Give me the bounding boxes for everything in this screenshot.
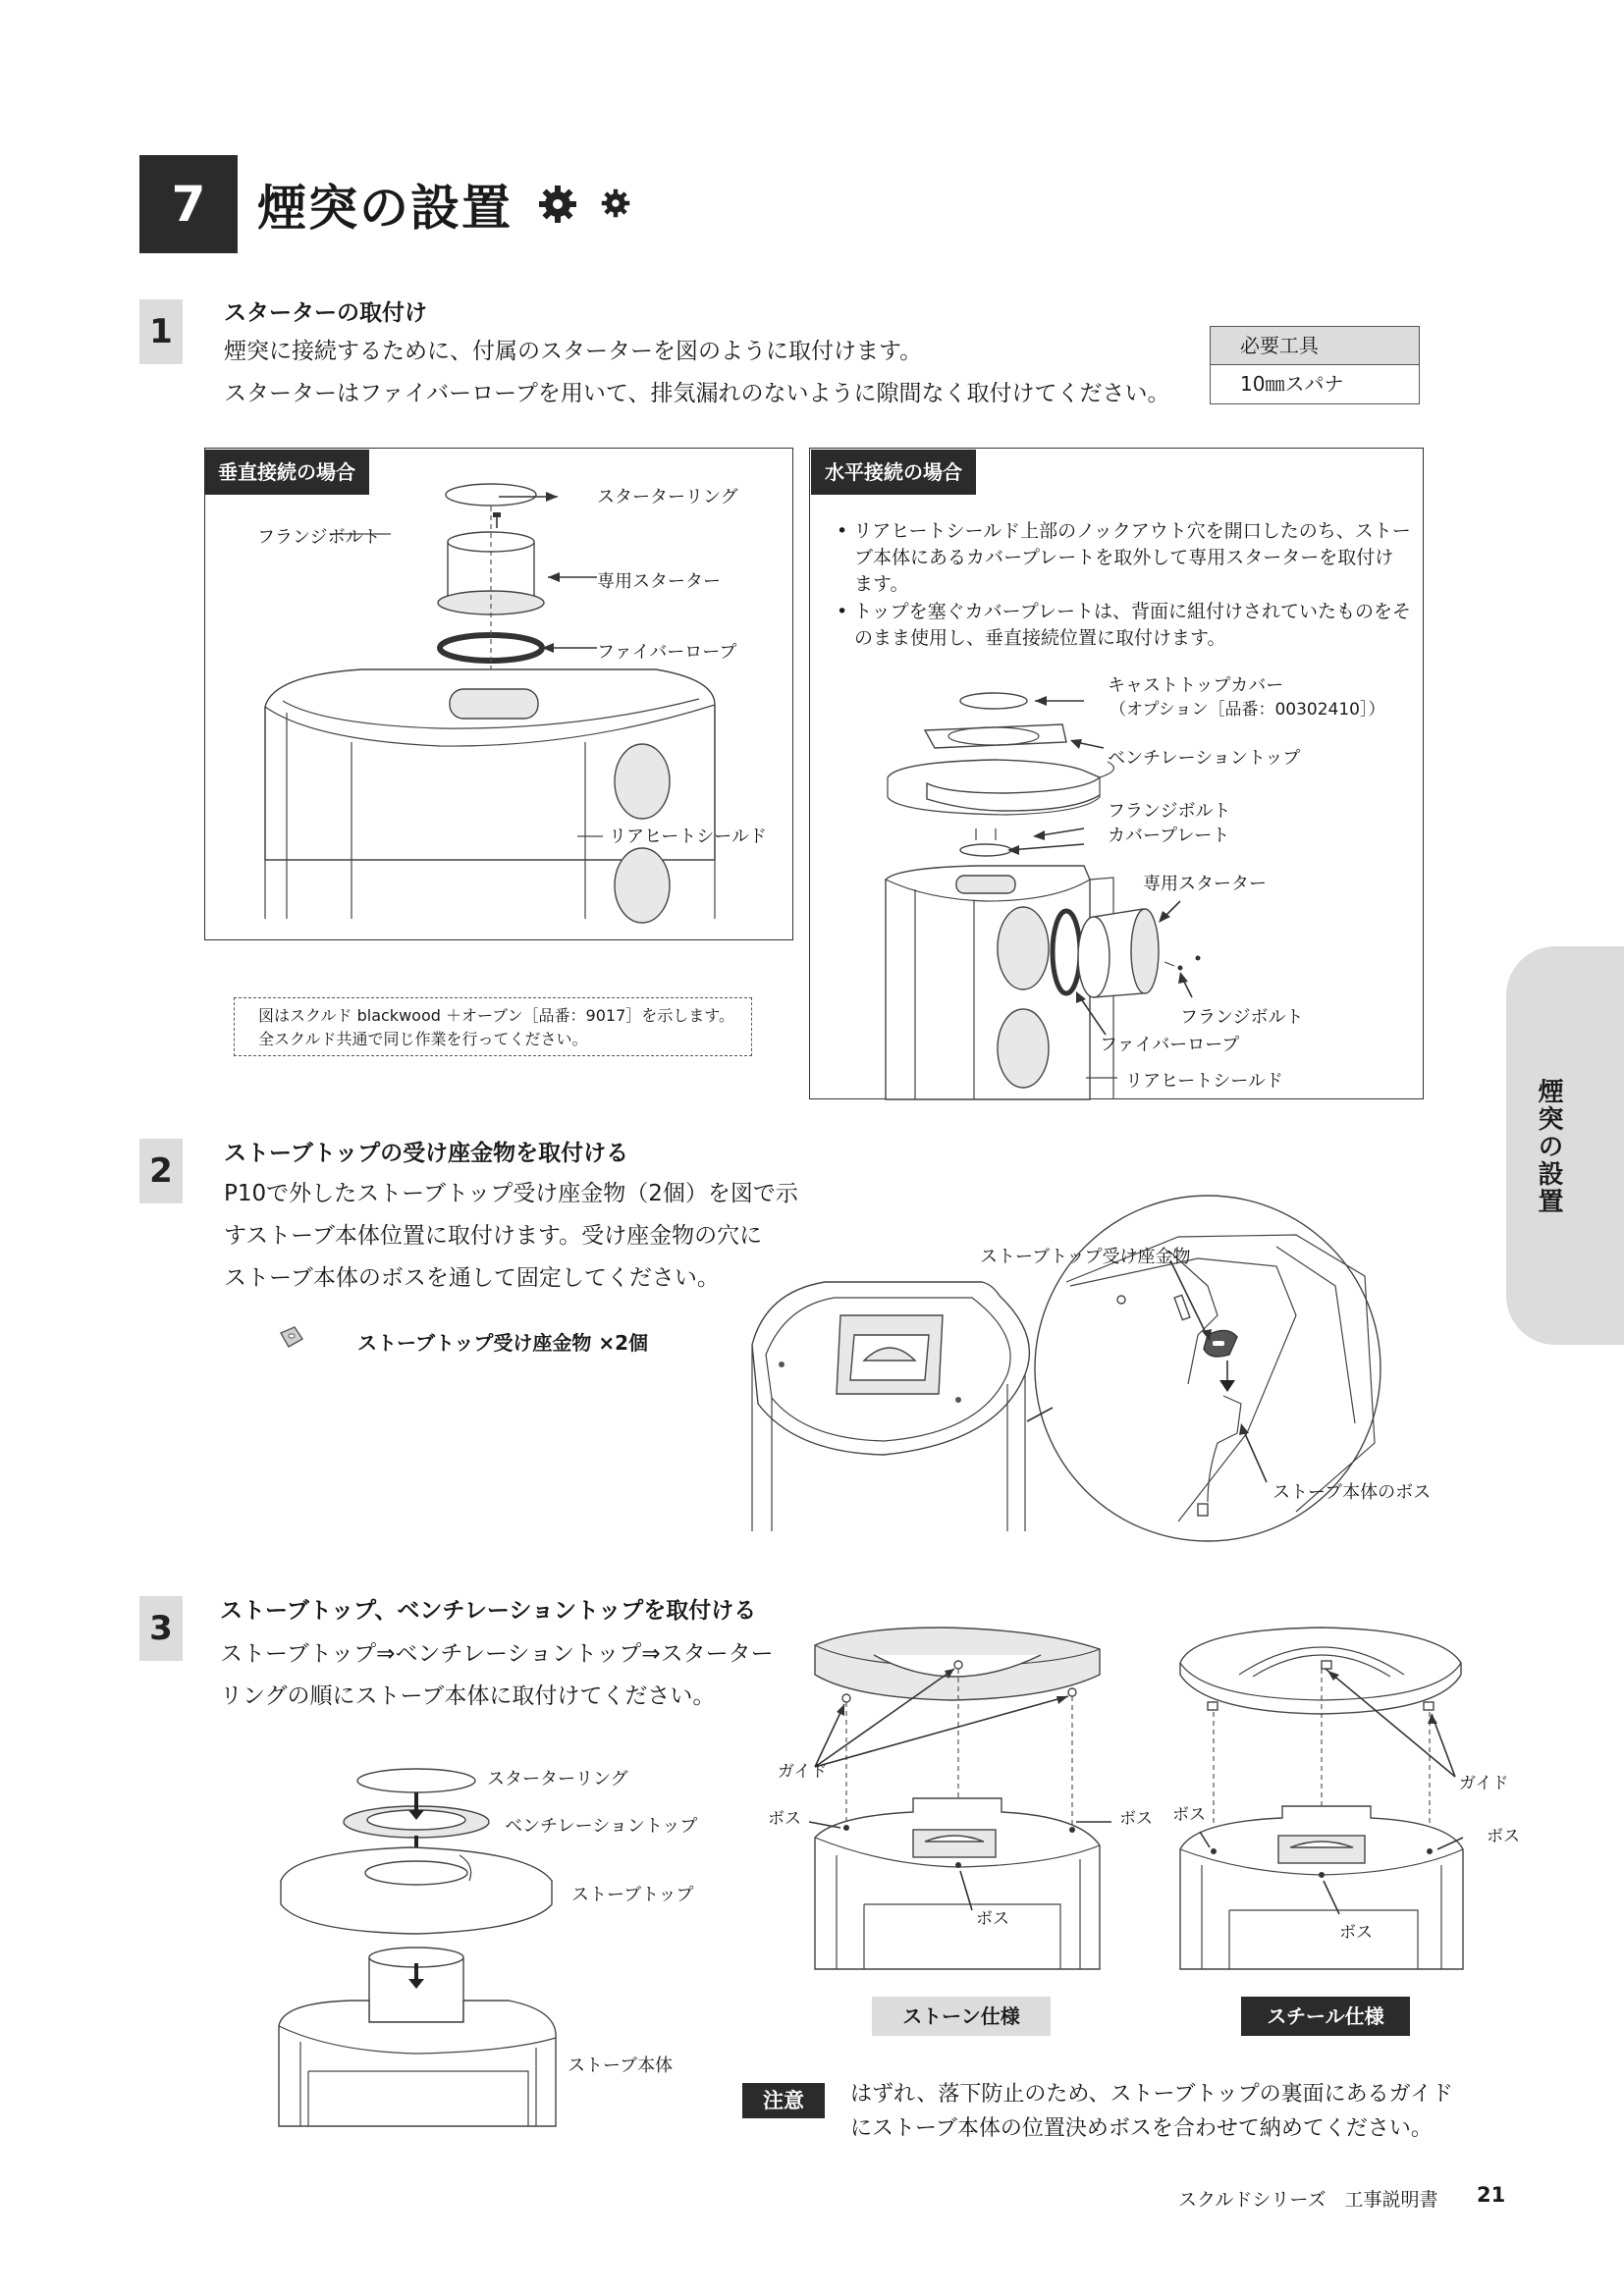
label-cover-plate: カバープレート — [1108, 826, 1230, 846]
label-fiber-rope: ファイバーロープ — [597, 642, 737, 663]
label-stove-body: ストーブ本体 — [568, 2056, 674, 2076]
gear-icon — [538, 185, 577, 224]
page-number: 21 — [1477, 2183, 1506, 2207]
step-text-line: P10で外したストーブトップ受け座金物（2個）を図で示 — [224, 1181, 798, 1206]
label-cast-top-cover: キャストトップカバー — [1108, 675, 1284, 696]
label-boss: ボス — [1339, 1923, 1373, 1943]
section-number: 7 — [139, 155, 238, 253]
step-text-line: 煙突に接続するために、付属のスターターを図のように取付けます。 — [224, 339, 923, 364]
step-heading: ストーブトップの受け座金物を取付ける — [224, 1141, 629, 1166]
label-starter: 専用スターター — [1143, 874, 1267, 894]
label-boss: ボス — [1487, 1827, 1520, 1846]
label-vent-top: ベンチレーショントップ — [505, 1816, 698, 1837]
tools-table — [1210, 326, 1420, 404]
label-rear-shield: リアヒートシールド — [1125, 1071, 1283, 1092]
horizontal-note: • トップを塞ぐカバープレートは、背面に組付けされていたものをそのまま使用し、垂直接続位置に取付けます。 — [837, 601, 1411, 649]
model-note-box — [234, 997, 752, 1056]
step-number: 1 — [139, 299, 183, 364]
label-flange-bolt: フランジボルト — [1108, 801, 1231, 822]
step-text-line: ストーブ本体のボスを通して固定してください。 — [224, 1265, 720, 1291]
label-starter-ring: スターターリング — [597, 487, 738, 507]
footer-doc-title: スクルドシリーズ 工事説明書 — [1178, 2189, 1438, 2211]
panel-title: 垂直接続の場合 — [204, 450, 369, 495]
panel-title: 水平接続の場合 — [811, 450, 976, 495]
horizontal-note: • リアヒートシールド上部のノックアウト穴を開口したのち、ストーブ本体にあるカバープレートを取外して専用スターターを取付けます。 — [837, 520, 1411, 595]
label-flange-bolt: フランジボルト — [257, 527, 381, 548]
step-text-line: スターターはファイバーロープを用いて、排気漏れのないように隙間なく取付けてください。 — [224, 381, 1170, 406]
step-heading: スターターの取付け — [224, 300, 427, 326]
label-starter-ring: スターターリング — [487, 1769, 628, 1789]
tools-value: 10㎜スパナ — [1240, 372, 1344, 396]
caution-text — [850, 2077, 1453, 2146]
label-boss: ボス — [1172, 1805, 1206, 1825]
horizontal-connection-diagram — [809, 448, 1424, 1099]
label-boss: ボス — [1119, 1809, 1153, 1829]
stone-spec-diagram — [776, 1620, 1110, 1973]
step-number: 2 — [139, 1139, 183, 1203]
label-rear-shield: リアヒートシールド — [609, 827, 767, 847]
label-top-fitting: ストーブトップ受け座金物 — [980, 1247, 1191, 1267]
page-title: 煙突の設置 — [257, 180, 513, 237]
label-fiber-rope: ファイバーロープ — [1100, 1035, 1240, 1055]
side-tab[interactable] — [1506, 946, 1624, 1345]
label-vent-top: ベンチレーショントップ — [1108, 748, 1301, 769]
spec-stone-label: ストーン仕様 — [872, 1997, 1051, 2036]
step-heading: ストーブトップ、ベンチレーショントップを取付ける — [220, 1598, 757, 1624]
note-line: 全スクルド共通で同じ作業を行ってください。 — [258, 1030, 588, 1048]
step-number: 3 — [139, 1596, 183, 1661]
label-guide: ガイド — [1459, 1774, 1509, 1793]
steel-spec-diagram — [1174, 1620, 1469, 1973]
caution-line: にストーブ本体の位置決めボスを合わせて納めてください。 — [850, 2116, 1433, 2141]
side-tab-label: 煙突の設置 — [1534, 1078, 1563, 1215]
part-count: ストーブトップ受け座金物 ×2個 — [357, 1331, 649, 1355]
label-boss: ボス — [768, 1809, 801, 1829]
tools-header: 必要工具 — [1211, 327, 1419, 365]
step-text-line: リングの順にストーブ本体に取付けてください。 — [220, 1683, 716, 1709]
label-boss: ボス — [976, 1909, 1009, 1929]
vertical-connection-diagram — [204, 448, 793, 940]
step-text-line: すストーブ本体位置に取付けます。受け座金物の穴に — [224, 1223, 763, 1249]
step-text-line: ストーブトップ⇒ベンチレーショントップ⇒スターター — [220, 1641, 774, 1667]
label-cast-top-cover-note: （オプション［品番：00302410］） — [1110, 700, 1385, 720]
label-flange-bolt-2: フランジボルト — [1180, 1007, 1304, 1028]
note-line: 図はスクルド blackwood ＋オーブン［品番：9017］を示します。 — [258, 1006, 734, 1025]
spec-steel-label: スチール仕様 — [1241, 1997, 1410, 2036]
gear-icon — [601, 188, 630, 218]
label-guide: ガイド — [778, 1762, 828, 1782]
label-starter: 専用スターター — [597, 571, 721, 592]
caution-line: はずれ、落下防止のため、ストーブトップの裏面にあるガイド — [850, 2082, 1454, 2107]
caution-tag: 注意 — [742, 2083, 825, 2118]
label-stove-top: ストーブトップ — [571, 1885, 694, 1905]
fitting-part-icon — [277, 1323, 304, 1351]
label-body-boss: ストーブ本体のボス — [1272, 1482, 1432, 1503]
